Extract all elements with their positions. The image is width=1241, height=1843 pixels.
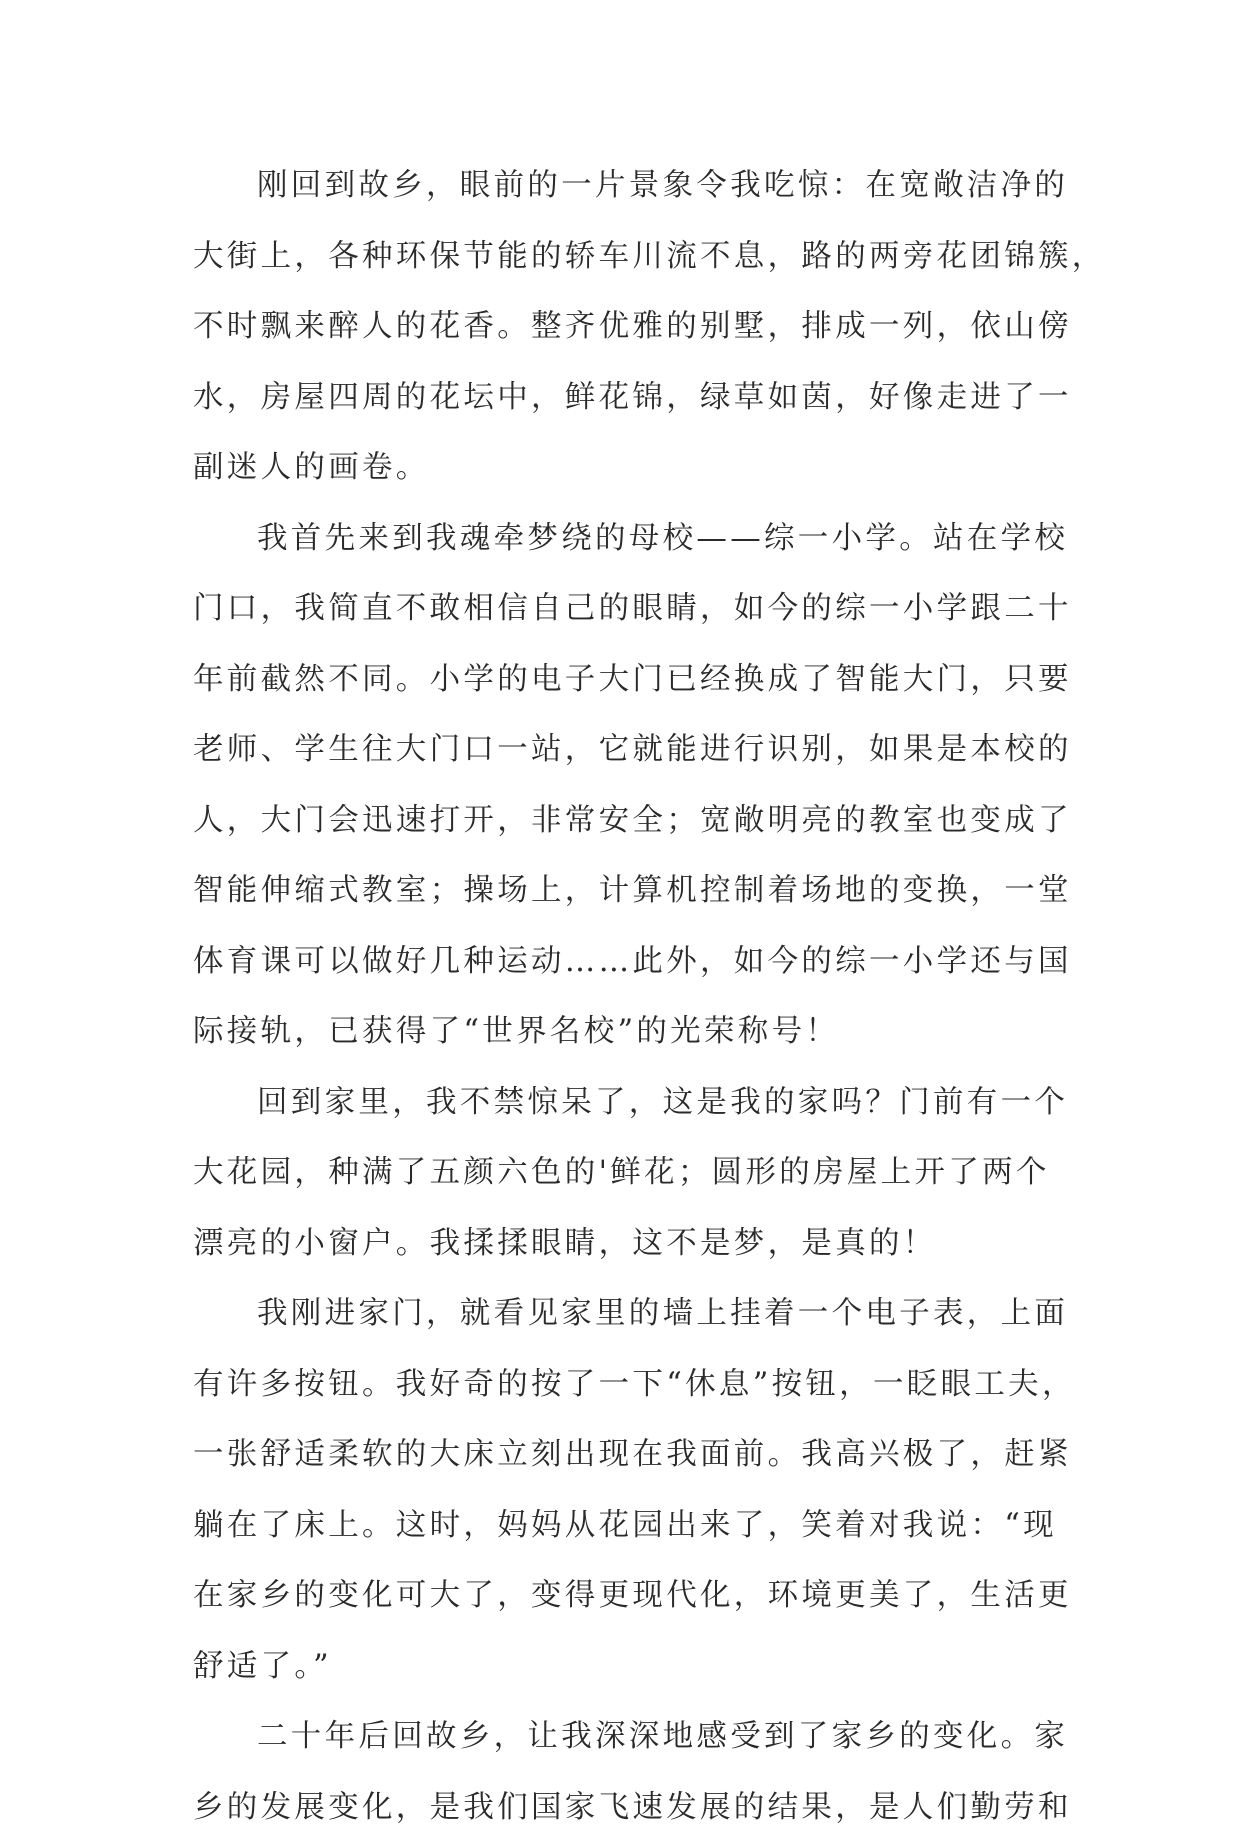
text-line: 舒适了。” — [193, 1632, 1049, 1703]
text-line: 漂亮的小窗户。我揉揉眼睛，这不是梦，是真的！ — [193, 1209, 1049, 1280]
text-line: 二十年后回故乡，让我深深地感受到了家乡的变化。家 — [193, 1702, 1049, 1773]
text-line: 智能伸缩式教室；操场上，计算机控制着场地的变换，一堂 — [193, 856, 1049, 927]
text-line: 乡的发展变化，是我们国家飞速发展的结果，是人们勤劳和 — [193, 1773, 1049, 1843]
text-line: 一张舒适柔软的大床立刻出现在我面前。我高兴极了，赶紧 — [193, 1420, 1049, 1491]
text-line: 回到家里，我不禁惊呆了，这是我的家吗？门前有一个 — [193, 1068, 1049, 1139]
essay-body — [193, 151, 1049, 1843]
paragraph-2 — [193, 504, 1049, 1068]
text-line: 大花园，种满了五颜六色的'鲜花；圆形的房屋上开了两个 — [193, 1138, 1049, 1209]
text-line: 水，房屋四周的花坛中，鲜花锦，绿草如茵，好像走进了一 — [193, 363, 1049, 434]
paragraph-3 — [193, 1068, 1049, 1280]
text-line: 刚回到故乡，眼前的一片景象令我吃惊：在宽敞洁净的 — [193, 151, 1049, 222]
text-line: 体育课可以做好几种运动……此外，如今的综一小学还与国 — [193, 927, 1049, 998]
text-line: 大街上，各种环保节能的轿车川流不息，路的两旁花团锦簇， — [193, 222, 1049, 293]
text-line: 我首先来到我魂牵梦绕的母校——综一小学。站在学校 — [193, 504, 1049, 575]
text-line: 我刚进家门，就看见家里的墙上挂着一个电子表，上面 — [193, 1279, 1049, 1350]
text-line: 人，大门会迅速打开，非常安全；宽敞明亮的教室也变成了 — [193, 786, 1049, 857]
text-line: 副迷人的画卷。 — [193, 433, 1049, 504]
text-line: 不时飘来醉人的花香。整齐优雅的别墅，排成一列，依山傍 — [193, 292, 1049, 363]
text-line: 在家乡的变化可大了，变得更现代化，环境更美了，生活更 — [193, 1561, 1049, 1632]
paragraph-4 — [193, 1279, 1049, 1702]
paragraph-5 — [193, 1702, 1049, 1843]
text-line: 有许多按钮。我好奇的按了一下“休息”按钮，一眨眼工夫， — [193, 1350, 1049, 1421]
text-line: 躺在了床上。这时，妈妈从花园出来了，笑着对我说：“现 — [193, 1491, 1049, 1562]
paragraph-1 — [193, 151, 1049, 504]
text-line: 际接轨，已获得了“世界名校”的光荣称号！ — [193, 997, 1049, 1068]
text-line: 年前截然不同。小学的电子大门已经换成了智能大门，只要 — [193, 645, 1049, 716]
text-line: 老师、学生往大门口一站，它就能进行识别，如果是本校的 — [193, 715, 1049, 786]
text-line: 门口，我简直不敢相信自己的眼睛，如今的综一小学跟二十 — [193, 574, 1049, 645]
